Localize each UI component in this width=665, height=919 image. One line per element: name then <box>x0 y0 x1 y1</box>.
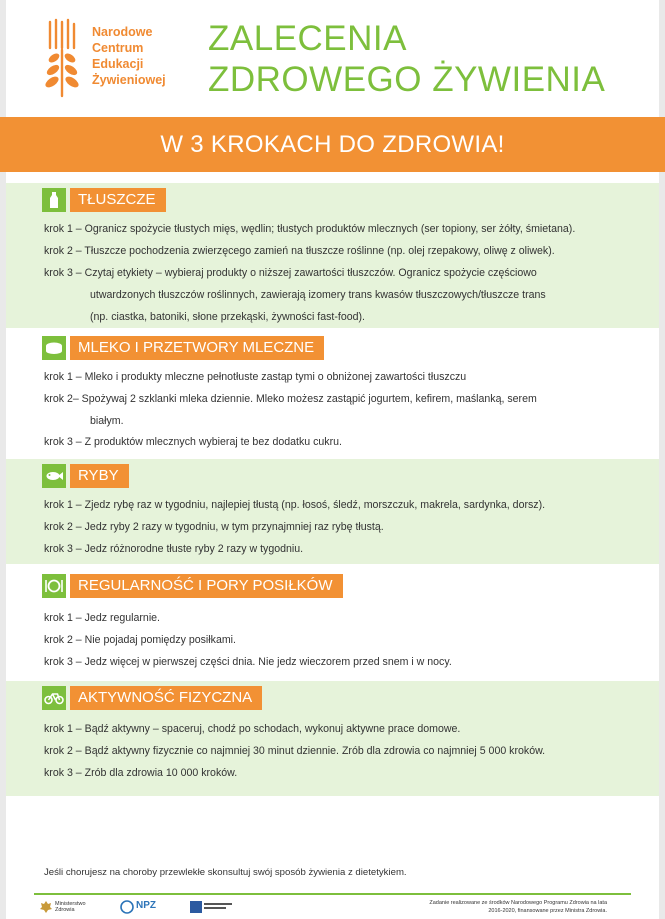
step-line: krok 2 – Tłuszcze pochodzenia zwierzęcego zamień na tłuszcze roślinne (np. olej rzepakowy, oliwę z oliwek). <box>44 245 555 257</box>
section-header <box>42 336 324 360</box>
funding-credit <box>407 899 607 915</box>
cheese-icon <box>42 336 66 360</box>
step-line: krok 2 – Jedz ryby 2 razy w tygodniu, w tym przynajmniej raz rybę tłustą. <box>44 521 384 533</box>
fund-logo <box>190 900 234 914</box>
plate-cutlery-icon <box>42 574 66 598</box>
wheat-logo-icon <box>40 18 88 98</box>
step-line: białym. <box>90 415 124 427</box>
step-line: krok 2– Spożywaj 2 szklanki mleka dziennie. Mleko możesz zastąpić jogurtem, kefirem, maślanką, serem <box>44 393 537 405</box>
section-activity <box>6 681 659 796</box>
bottle-icon <box>42 188 66 212</box>
section-title: AKTYWNOŚĆ FIZYCZNA <box>70 686 262 710</box>
section-title: TŁUSZCZE <box>70 188 166 212</box>
step-line: krok 3 – Z produktów mlecznych wybieraj te bez dodatku cukru. <box>44 436 342 448</box>
section-title: REGULARNOŚĆ I PORY POSIŁKÓW <box>70 574 343 598</box>
npz-logo <box>120 900 158 914</box>
step-line: utwardzonych tłuszczów roślinnych, zawierają izomery trans kwasów tłuszczowych/tłuszcze trans <box>90 289 546 301</box>
fund-logo-icon <box>190 900 234 914</box>
bicycle-icon <box>42 686 66 710</box>
logo-line: Narodowe <box>92 25 153 39</box>
ministry-name: Ministerstwo Zdrowia <box>55 901 86 913</box>
fish-icon <box>42 464 66 488</box>
ministry-logo <box>40 900 87 914</box>
step-line: krok 1 – Ogranicz spożycie tłustych mięs, wędlin; tłustych produktów mlecznych (ser topiony, ser żółty, śmietana). <box>44 223 576 235</box>
credit-line: 2016-2020, finansowane przez Ministra Zdrowia. <box>488 908 607 914</box>
step-line: krok 1 – Jedz regularnie. <box>44 612 161 624</box>
section-header <box>42 188 166 212</box>
step-line: krok 2 – Bądź aktywny fizycznie co najmniej 30 minut dziennie. Zrób dla zdrowia co najmniej 5 000 kroków. <box>44 745 546 757</box>
step-line: krok 1 – Mleko i produkty mleczne pełnotłuste zastąp tymi o obniżonej zawartości tłuszczu <box>44 371 467 383</box>
credit-line: Zadanie realizowane ze środków Narodowego Programu Zdrowia na lata <box>429 900 607 906</box>
section-header <box>42 574 343 598</box>
step-line: krok 3 – Jedz więcej w pierwszej części dnia. Nie jedz wieczorem przed snem i w nocy. <box>44 656 452 668</box>
title-line: ZDROWEGO ŻYWIENIA <box>208 60 606 99</box>
logo-line: Żywieniowej <box>92 73 166 87</box>
step-line: krok 1 – Bądź aktywny – spaceruj, chodź po schodach, wykonuj aktywne prace domowe. <box>44 723 461 735</box>
section-title: MLEKO I PRZETWORY MLECZNE <box>70 336 324 360</box>
ncez-logo <box>40 18 200 98</box>
step-line: krok 3 – Zrób dla zdrowia 10 000 kroków. <box>44 767 238 779</box>
section-header <box>42 686 262 710</box>
title-line: ZALECENIA <box>208 19 407 58</box>
section-fish <box>6 459 659 564</box>
step-line: krok 1 – Zjedz rybę raz w tygodniu, najlepiej tłustą (np. łosoś, śledź, morszczuk, makrela, sardynka, dorsz). <box>44 499 546 511</box>
footer-divider <box>34 893 631 895</box>
banner-text: W 3 KROKACH DO ZDROWIA! <box>160 131 505 158</box>
step-line: krok 2 – Nie pojadaj pomiędzy posiłkami. <box>44 634 236 646</box>
footnote: Jeśli chorujesz na choroby przewlekłe skonsultuj swój sposób żywienia z dietetykiem. <box>44 867 407 878</box>
eagle-emblem-icon <box>40 900 52 914</box>
banner <box>0 117 665 172</box>
section-title: RYBY <box>70 464 129 488</box>
logo-text <box>92 24 166 88</box>
section-dairy <box>6 336 659 454</box>
logo-line: Edukacji <box>92 57 144 71</box>
page-title <box>208 18 605 100</box>
logo-line: Centrum <box>92 41 144 55</box>
section-header <box>42 464 129 488</box>
section-regularity <box>6 574 659 674</box>
section-fats <box>6 183 659 328</box>
step-line: (np. ciastka, batoniki, słone przekąski, żywności fast-food). <box>90 311 365 323</box>
step-line: krok 3 – Jedz różnorodne tłuste ryby 2 razy w tygodniu. <box>44 543 304 555</box>
step-line: krok 3 – Czytaj etykiety – wybieraj produkty o niższej zawartości tłuszczów. Ogranicz spożycie częściowo <box>44 267 537 279</box>
npz-label: NPZ <box>136 900 156 911</box>
